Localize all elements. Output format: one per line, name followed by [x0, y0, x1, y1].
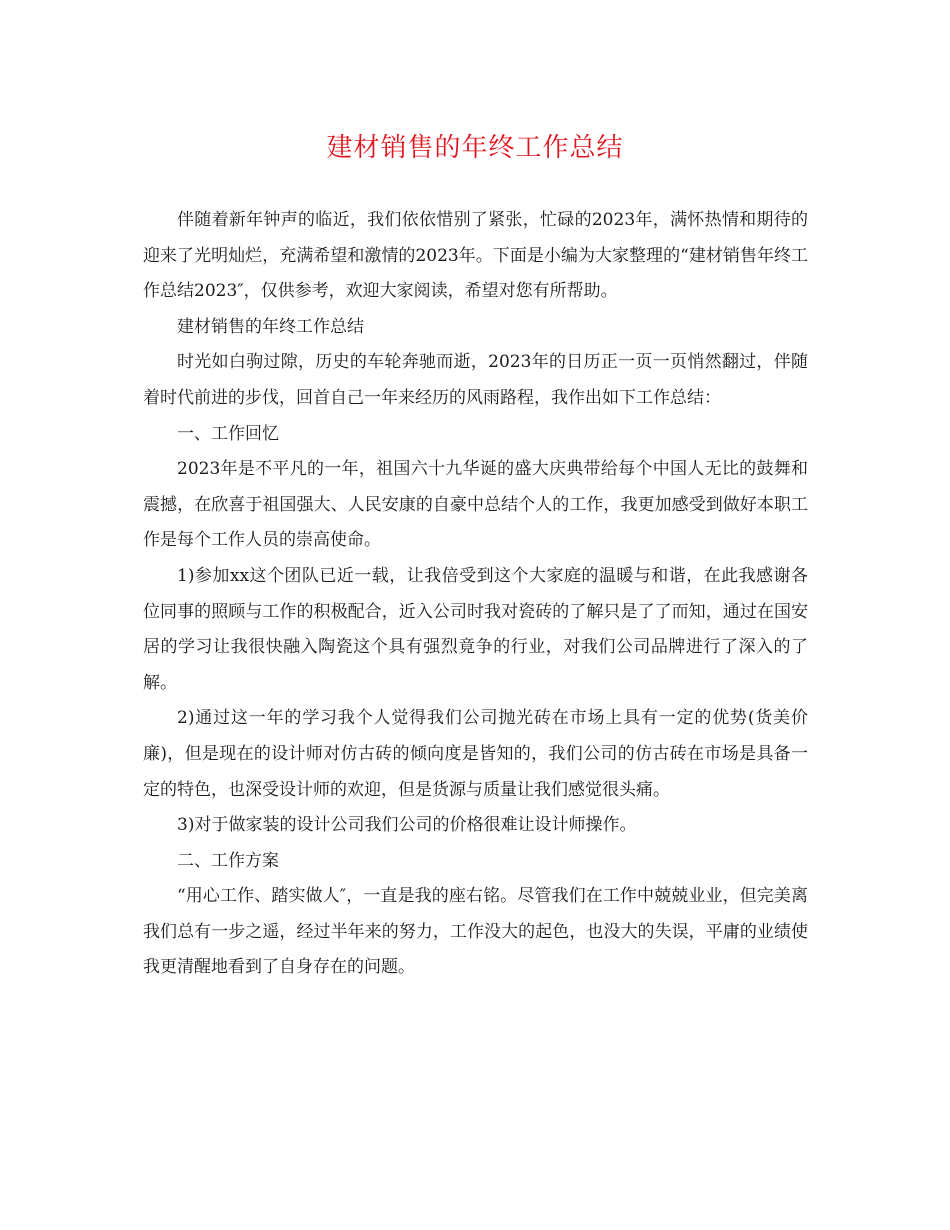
page-title: 建材销售的年终工作总结: [326, 133, 624, 163]
list-item-1: 1)参加xx这个团队已近一载，让我倍受到这个大家庭的温暖与和谐，在此我感谢各位同事的照顾与工作的积极配合，近入公司时我对瓷砖的了解只是了了而知，通过在国安居的学习让我很快融入陶瓷这个具有强烈竟争的行业，对我们公司品牌进行了深入的了解。: [143, 565, 808, 693]
section-heading-plan: 二、工作方案: [177, 850, 279, 871]
paragraph-subtitle: 建材销售的年终工作总结: [177, 316, 364, 337]
paragraph-motto: “用心工作、踏实做人″，一直是我的座右铭。尽管我们在工作中兢兢业业，但完美离我们总有一步之遥，经过半年来的努力，工作没大的起色，也没大的失误，平庸的业绩使我更清醒地看到了自身存在的问题。: [143, 886, 808, 978]
paragraph-intro: 伴随着新年钟声的临近，我们依依惜别了紧张，忙碌的2023年，满怀热情和期待的迎来了光明灿烂，充满希望和激情的2023年。下面是小编为大家整理的“建材销售年终工作总结2023″，仅供参考，欢迎大家阅读，希望对您有所帮助。: [143, 210, 808, 302]
list-item-2: 2)通过这一年的学习我个人觉得我们公司抛光砖在市场上具有一定的优势(货美价廉)，但是现在的设计师对仿古砖的倾向度是皆知的，我们公司的仿古砖在市场是具备一定的特色，也深受设计师的欢迎，但是货源与质量让我们感觉很头痛。: [143, 708, 808, 800]
paragraph-year-summary: 2023年是不平凡的一年，祖国六十九华诞的盛大庆典带给每个中国人无比的鼓舞和震撼，在欣喜于祖国强大、人民安康的自豪中总结个人的工作，我更加感受到做好本职工作是每个工作人员的崇高使命。: [143, 459, 808, 551]
section-heading-review: 一、工作回忆: [177, 423, 279, 444]
list-item-3: 3)对于做家装的设计公司我们公司的价格很难让设计师操作。: [177, 815, 637, 836]
document-body: [143, 203, 808, 986]
paragraph-opening: 时光如白驹过隙，历史的车轮奔驰而逝，2023年的日历正一页一页悄然翻过，伴随着时代前进的步伐，回首自己一年来经历的风雨路程，我作出如下工作总结：: [143, 352, 808, 408]
